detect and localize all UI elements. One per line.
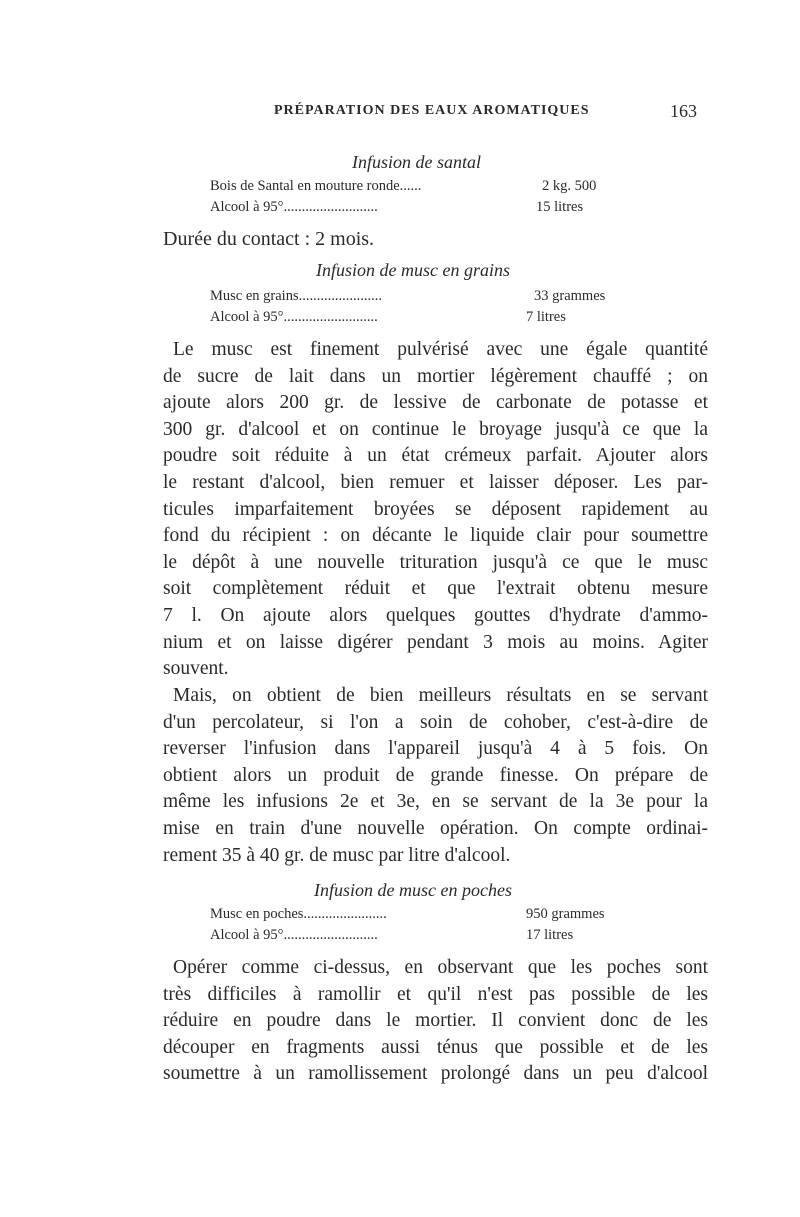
text-line: 300 gr. d'alcool et on continue le broyage jusqu'à ce que la [163,418,708,440]
ingredient: Musc en poches....................... [210,906,387,922]
text-line: le restant d'alcool, bien remuer et laisser déposer. Les par- [163,471,708,493]
ingredient: Musc en grains....................... [210,288,382,304]
recipe-title: Infusion de santal [352,152,481,172]
text-line: nium et on laisse digérer pendant 3 mois au moins. Agiter [163,631,708,653]
page-number: 163 [670,101,697,121]
text-line: réduire en poudre dans le mortier. Il convient donc de les [163,1010,708,1032]
text-line: de sucre de lait dans un mortier légèrement chauffé ; on [163,365,708,387]
text-line: découper en fragments aussi ténus que possible et de les [163,1036,708,1058]
contact-duration: Durée du contact : 2 mois. [163,228,375,250]
text-line: Mais, on obtient de bien meilleurs résultats en se servant [173,685,708,706]
recipe-title: Infusion de musc en grains [316,260,510,280]
text-line: reverser l'infusion dans l'appareil jusqu'à 4 à 5 fois. On [163,738,708,760]
text-line: poudre soit réduite à un état crémeux parfait. Ajouter alors [163,445,708,467]
running-head [0,103,800,133]
text-line: souvent. [163,658,229,680]
quantity: 15 litres [536,199,584,215]
ingredient: Alcool à 95°.......................... [210,927,378,943]
text-line: fond du récipient : on décante le liquide clair pour soumettre [163,525,708,547]
text-line: soumettre à un ramollissement prolongé dans un peu d'alcool [163,1063,708,1085]
text-line: même les infusions 2e et 3e, en se servant de la 3e pour la [163,791,708,813]
text-line: Opérer comme ci-dessus, en observant que les poches sont [173,957,708,978]
running-title: PRÉPARATION DES EAUX AROMATIQUES [274,103,590,118]
text-line: très difficiles à ramollir et qu'il n'est pas possible de les [163,983,708,1005]
paragraph-musc-preparation [163,337,708,683]
quantity: 950 grammes [526,906,605,922]
ingredient: Bois de Santal en mouture ronde...... [210,178,422,194]
quantity: 33 grammes [534,288,606,304]
paragraph-percolateur [163,683,708,869]
ingredient: Alcool à 95°.......................... [210,309,378,325]
recipe-title: Infusion de musc en poches [314,880,512,900]
text-line: le dépôt à une nouvelle trituration jusqu'à ce que le musc [163,551,708,573]
text-line: rement 35 à 40 gr. de musc par litre d'alcool. [163,844,511,866]
text-line: mise en train d'une nouvelle opération. On compte ordinai- [163,817,708,839]
text-line: ticules imparfaitement broyées se déposent rapidement au [163,498,708,520]
text-line: soit complètement réduit et que l'extrait obtenu mesure [163,578,708,600]
text-line: d'un percolateur, si l'on a soin de cohober, c'est-à-dire de [163,711,708,733]
text-line: 7 l. On ajoute alors quelques gouttes d'hydrate d'ammo- [163,604,708,626]
text-line: Le musc est finement pulvérisé avec une égale quantité [173,339,708,360]
quantity: 2 kg. 500 [542,178,597,194]
text-line: ajoute alors 200 gr. de lessive de carbonate de potasse et [163,392,708,414]
ingredient: Alcool à 95°.......................... [210,199,378,215]
paragraph-poches [163,955,708,1088]
text-line: obtient alors un produit de grande finesse. On prépare de [163,764,708,786]
quantity: 17 litres [526,927,574,943]
quantity: 7 litres [526,309,566,325]
